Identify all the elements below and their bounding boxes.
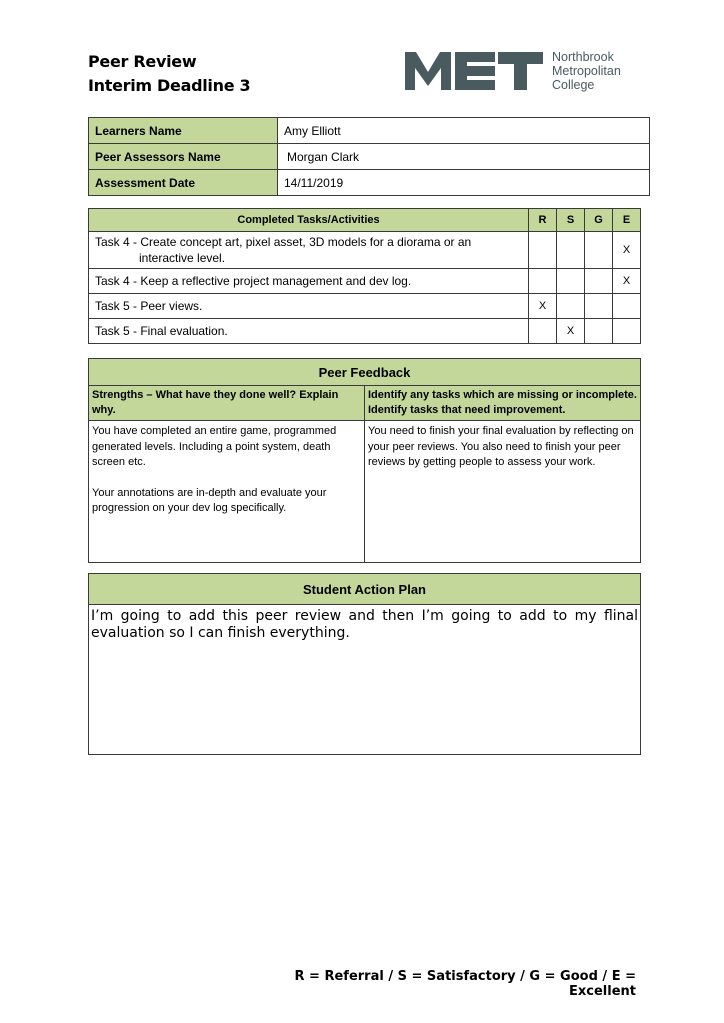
improvements-text: You need to finish your final evaluation by reflecting on your peer reviews. You also need to finish your peer reviews by getting people to assess your work.: [365, 421, 641, 563]
grade-header-g: G: [585, 209, 613, 232]
completed-tasks-table: [88, 208, 641, 344]
title-line-1: Peer Review: [88, 52, 197, 71]
table-header-row: [89, 209, 641, 232]
grade-cell-r: [529, 319, 557, 344]
assessment-date-value: 14/11/2019: [278, 170, 650, 196]
learners-name-label: Learners Name: [89, 118, 278, 144]
table-row: [89, 144, 650, 170]
grade-legend: R = Referral / S = Satisfactory / G = Good / E = Excellent: [294, 969, 636, 999]
grade-cell-s: [557, 232, 585, 269]
grade-cell-s: X: [557, 319, 585, 344]
action-plan-header: Student Action Plan: [89, 574, 641, 605]
grade-cell-s: [557, 269, 585, 294]
task-description: Task 4 - Keep a reflective project management and dev log.: [89, 269, 529, 294]
strengths-header: Strengths – What have they done well? Explain why.: [89, 386, 365, 421]
grade-cell-e: X: [613, 232, 641, 269]
assessment-date-label: Assessment Date: [89, 170, 278, 196]
grade-cell-r: [529, 269, 557, 294]
task-description: Task 4 - Create concept art, pixel asset, 3D models for a diorama or an interactive level.: [89, 232, 529, 269]
grade-cell-g: [585, 269, 613, 294]
table-row: [89, 269, 641, 294]
improvements-header: Identify any tasks which are missing or incomplete. Identify tasks that need improvement.: [365, 386, 641, 421]
page-title: [88, 50, 250, 98]
tasks-header: Completed Tasks/Activities: [89, 209, 529, 232]
grade-cell-g: [585, 319, 613, 344]
table-row: [89, 294, 641, 319]
learners-name-value: Amy Elliott: [278, 118, 650, 144]
title-line-2: Interim Deadline 3: [88, 76, 251, 95]
grade-cell-g: [585, 294, 613, 319]
grade-cell-e: [613, 319, 641, 344]
met-logo-icon: [405, 52, 543, 90]
peer-feedback-header: Peer Feedback: [89, 359, 641, 386]
grade-cell-r: [529, 232, 557, 269]
table-row: [89, 232, 641, 269]
grade-header-s: S: [557, 209, 585, 232]
strengths-text: You have completed an entire game, programmed generated levels. Including a point system, death screen etc. Your annotations are in-depth and evaluate your progression on your dev log specifically.: [89, 421, 365, 563]
grade-cell-g: [585, 232, 613, 269]
action-plan-text: I’m going to add this peer review and then I’m going to add to my flinal evaluation so I can finish everything.: [89, 605, 641, 755]
task-description: Task 5 - Peer views.: [89, 294, 529, 319]
grade-header-e: E: [613, 209, 641, 232]
grade-cell-r: X: [529, 294, 557, 319]
task-description: Task 5 - Final evaluation.: [89, 319, 529, 344]
grade-cell-e: [613, 294, 641, 319]
grade-cell-e: X: [613, 269, 641, 294]
peer-assessor-label: Peer Assessors Name: [89, 144, 278, 170]
college-logo: [405, 50, 645, 94]
table-row: [89, 319, 641, 344]
college-name: Northbrook Metropolitan College: [552, 50, 621, 92]
learner-info-table: [88, 117, 650, 196]
peer-feedback-table: [88, 358, 641, 563]
table-row: [89, 170, 650, 196]
table-row: [89, 118, 650, 144]
peer-assessor-value: Morgan Clark: [278, 144, 650, 170]
grade-cell-s: [557, 294, 585, 319]
student-action-plan-table: [88, 573, 641, 755]
grade-header-r: R: [529, 209, 557, 232]
